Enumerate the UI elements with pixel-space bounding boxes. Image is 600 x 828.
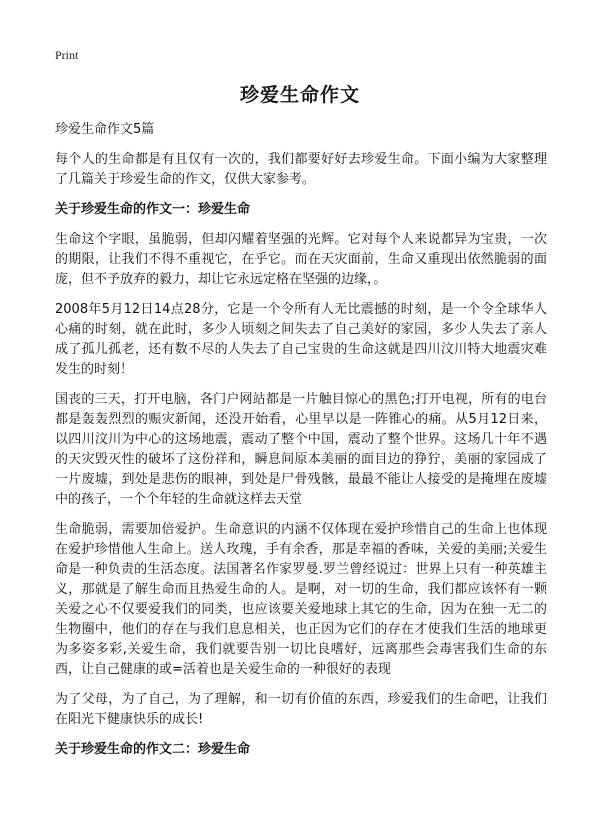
intro-paragraph: 每个人的生命都是有且仅有一次的，我们都要好好去珍爱生命。下面小编为大家整理了几篇关于珍爱生命的作文，仅供大家参考。 bbox=[55, 152, 547, 187]
section1-paragraph-2: 2008年5月12日14点28分，它是一个令所有人无比震撼的时刻，是一个令全球华人心痛的时刻，就在此时，多少人顷刻之间失去了自己美好的家园，多少人失去了亲人成了孤儿孤老，还有数不尽的人失去了自己宝贵的生命这就是四川汶川特大地震灾难发生的时刻！ bbox=[55, 302, 547, 377]
section2-heading: 关于珍爱生命的作文二：珍爱生命 bbox=[55, 742, 251, 757]
article-body bbox=[55, 120, 547, 770]
article-subtitle: 珍爱生命作文5篇 bbox=[55, 122, 155, 137]
section1-paragraph-5: 为了父母，为了自己，为了理解，和一切有价值的东西，珍爱我们的生命吧，让我们在阳光下健康快乐的成长! bbox=[55, 692, 547, 727]
page-title: 珍爱生命作文 bbox=[239, 84, 360, 106]
print-label[interactable]: Print bbox=[55, 48, 79, 62]
section1-paragraph-4: 生命脆弱，需要加倍爱护。生命意识的内涵不仅体现在爱护珍惜自己的生命上也体现在爱护珍惜他人生命上。送人玫瑰，手有余香，那是幸福的香味，关爱的美丽;关爱生命是一种负责的生活态度。法国著名作家罗曼.罗兰曾经说过：世界上只有一种英雄主义，那就是了解生命而且热爱生命的人。是啊，对一切的生命，我们都应该怀有一颗关爱之心不仅要爱我们的同类，也应该要关爱地球上其它的生命，因为在独一无二的生物圈中，他们的存在与我们息息相关，也正因为它们的存在才使我们生活的地球更为多姿多彩,关爱生命，我们就要告别一切比良嗜好，远离那些会毒害我们生命的东西，让自己健康的或=活着也是关爱生命的一种很好的表现 bbox=[55, 522, 547, 677]
section1-paragraph-3: 国丧的三天，打开电脑，各门户网站都是一片触目惊心的黑色;打开电视，所有的电台都是轰轰烈烈的赈灾新闻，还没开始看，心里早以是一阵锥心的痛。从5月12日来，以四川汶川为中心的这场地震，震动了整个中国，震动了整个世界。这场几十年不遇的天灾毁灭性的破坏了这份祥和，瞬息间原本美丽的面目边的狰狞，美丽的家园成了一片废墟，到处是悲伤的眼神，到处是尸骨残骸，最最不能让人接受的是掩埋在废墟中的孩子，一个个年轻的生命就这样去天堂 bbox=[55, 392, 547, 507]
section1-heading: 关于珍爱生命的作文一：珍爱生命 bbox=[55, 202, 251, 217]
section1-paragraph-1: 生命这个字眼，虽脆弱，但却闪耀着坚强的光辉。它对每个人来说都异为宝贵，一次的期限，让我们不得不重视它，在乎它。而在天灾面前，生命又重现出依然脆弱的面庞，但不予放弃的毅力，却让它永远定格在坚强的边缘，。 bbox=[55, 232, 547, 287]
